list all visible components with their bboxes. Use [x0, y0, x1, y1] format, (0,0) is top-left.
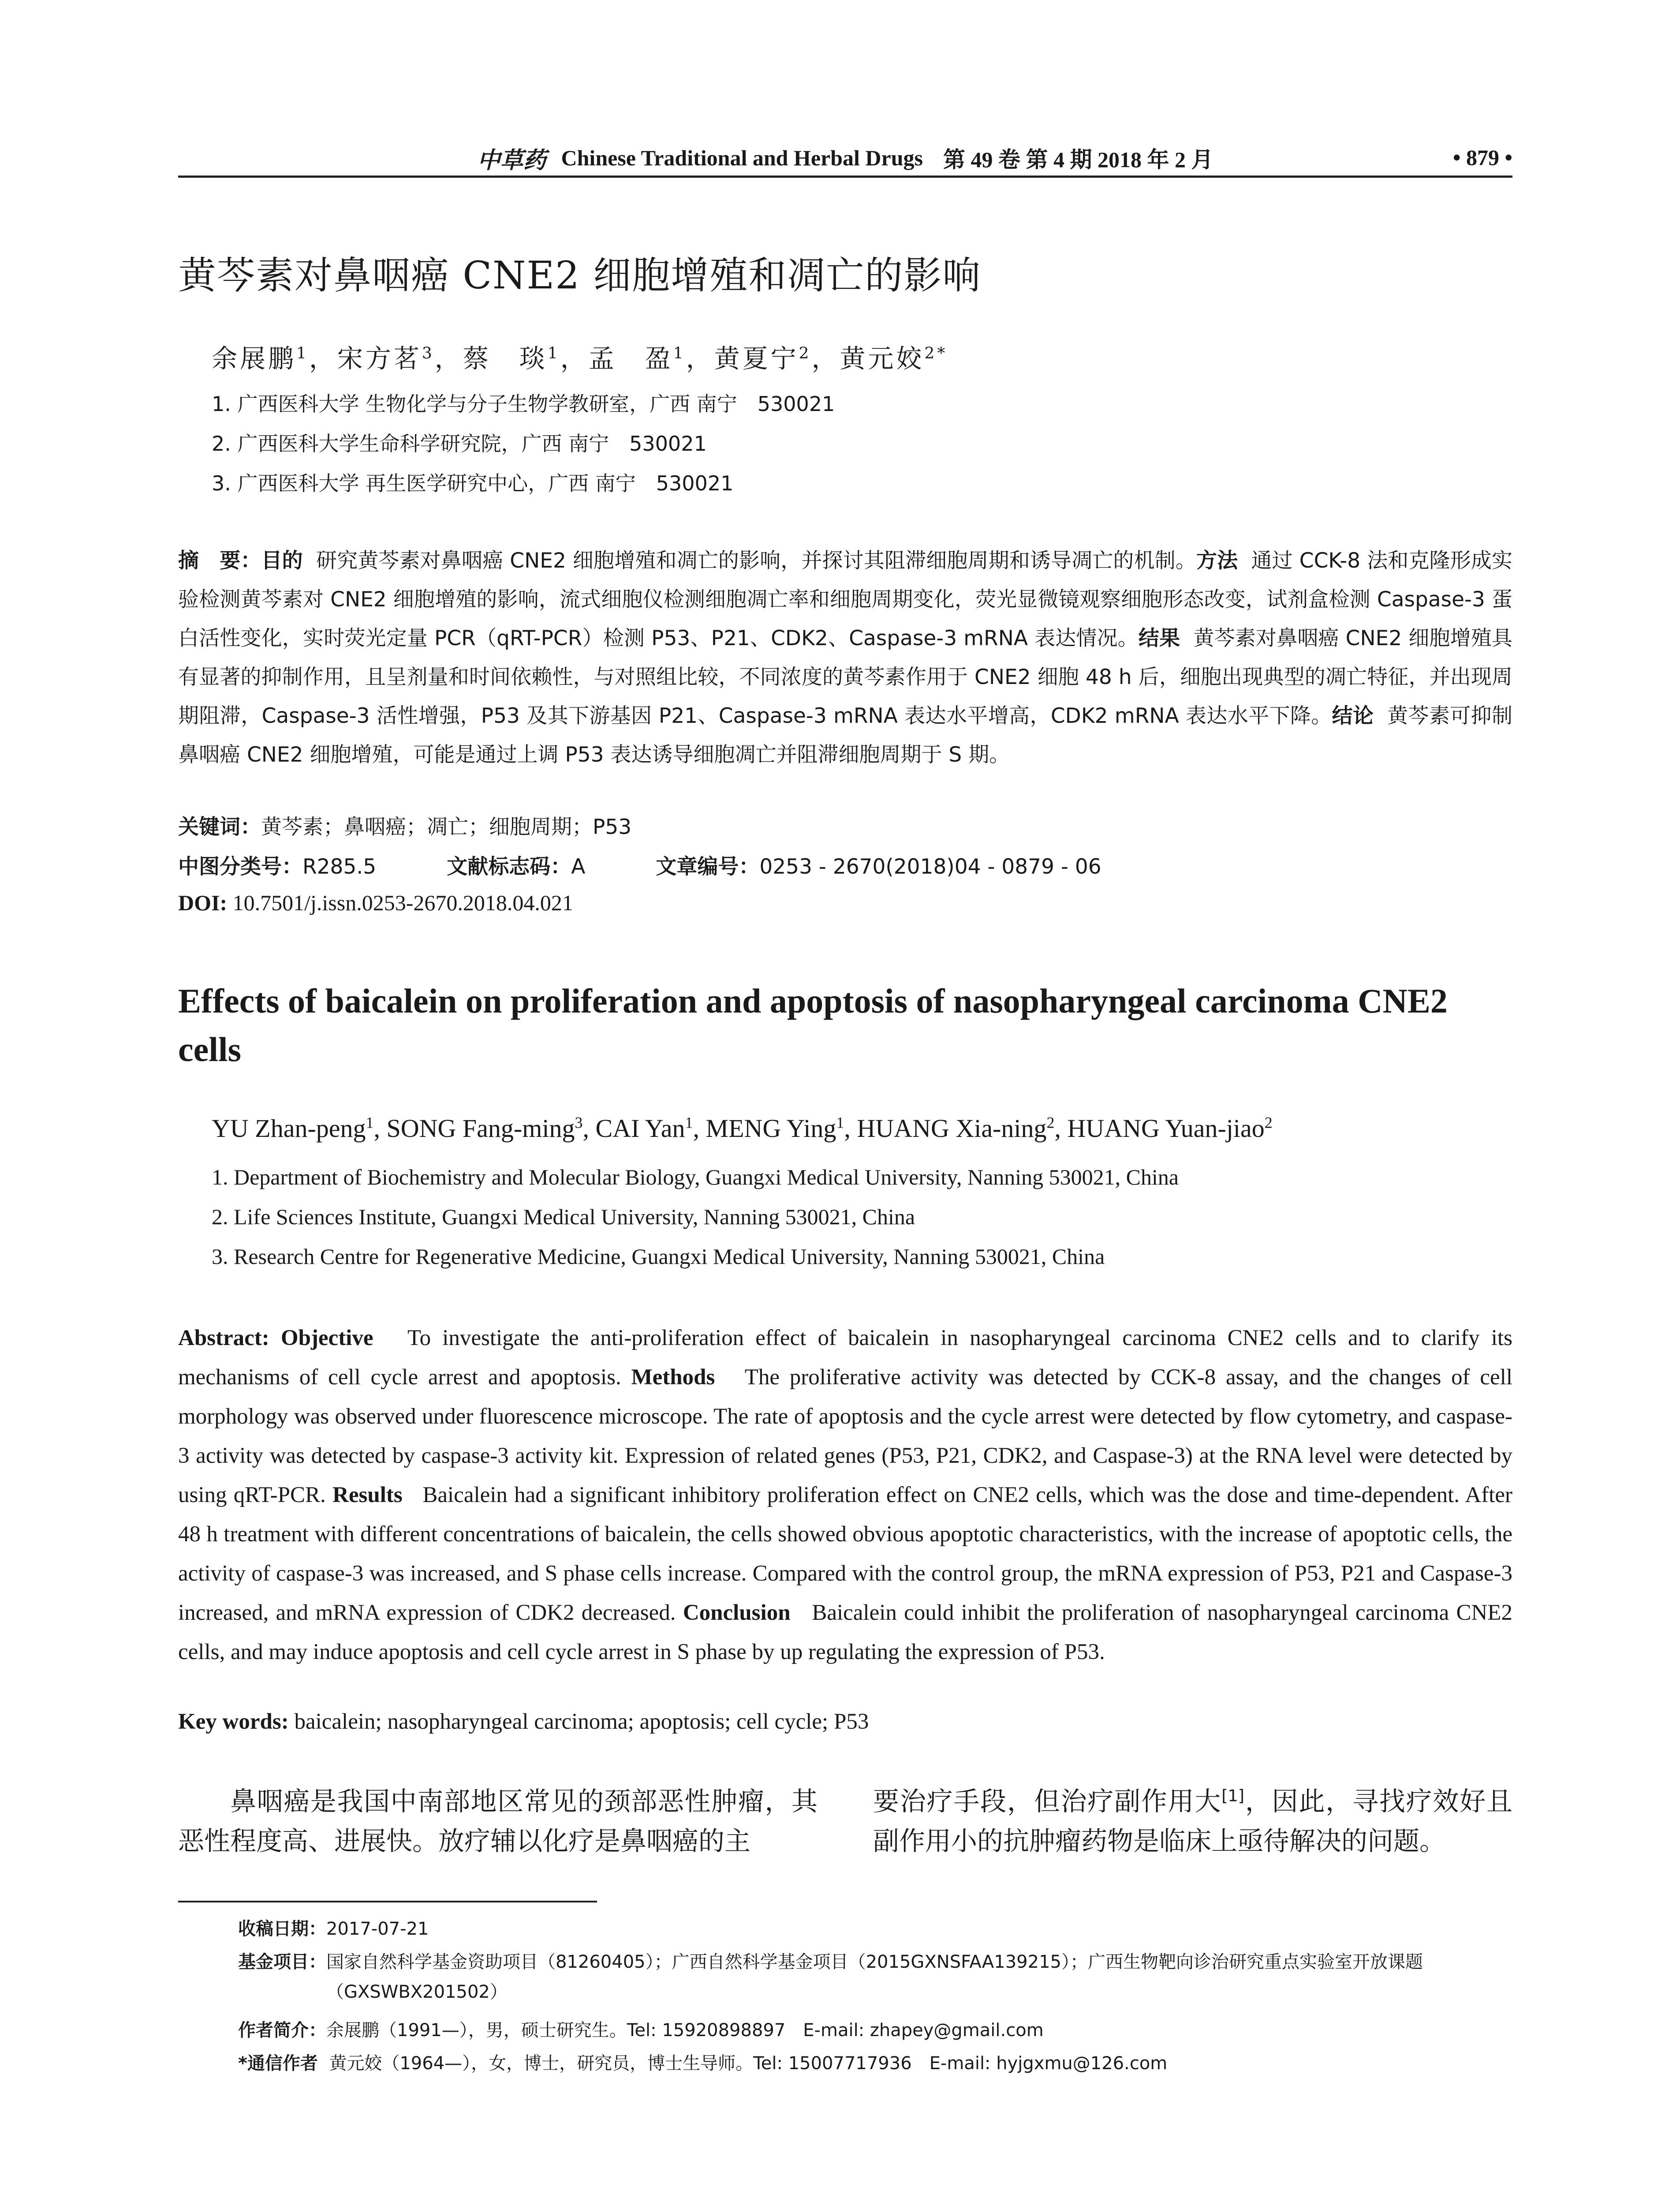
english-affiliation-3: 3. Research Centre for Regenerative Medicine, Guangxi Medical University, Nanning 530021, China	[212, 1244, 1105, 1269]
doi-label: DOI:	[178, 890, 228, 915]
author-affil-mark: 1	[685, 1114, 693, 1132]
objective-label: 目的	[261, 549, 303, 573]
methods-text: The proliferative activity was detected by CCK-8 assay, and the changes of cell morphology was observed under fluorescence microscope. The rate of apoptosis and the cycle arrest were detected by flow cytometry, and caspase-3 activity was detected by caspase-3 activity kit. Expression of related genes (P53, P21, CDK2, and Caspase-3) at the RNA level were detected by using qRT-PCR.	[178, 1365, 1512, 1507]
received-date: 2017-07-21	[326, 1919, 429, 1939]
author-affil-mark: 3	[575, 1114, 583, 1132]
author-name: HUANG Xia-ning	[857, 1114, 1047, 1143]
page-number: • 879 •	[1452, 145, 1512, 170]
doi-line	[178, 890, 573, 916]
methods-label: 方法	[1196, 549, 1238, 573]
fund-text: 国家自然科学基金资助项目（81260405）；广西自然科学基金项目（2015GXNSFAA139215）；广西生物靶向诊治研究重点实验室开放课题（GXSWBX201502）	[326, 1952, 1423, 2002]
author-affil-mark: 1	[673, 344, 686, 363]
chinese-title: 黄芩素对鼻咽癌 CNE2 细胞增殖和凋亡的影响	[178, 254, 982, 298]
methods-label: Methods	[631, 1365, 715, 1390]
objective-text: 研究黄芩素对鼻咽癌 CNE2 细胞增殖和凋亡的影响，并探讨其阻滞细胞周期和诱导凋亡的机制。	[316, 549, 1196, 573]
abstract-label: 摘 要：	[178, 549, 261, 573]
body-text-left-column: 鼻咽癌是我国中南部地区常见的颈部恶性肿瘤，其恶性程度高、进展快。放疗辅以化疗是鼻咽癌的主	[178, 1786, 818, 1856]
results-label: Results	[332, 1483, 403, 1507]
author-name: MENG Ying	[706, 1114, 836, 1143]
author-affil-mark: 2	[799, 344, 812, 363]
english-authors: YU Zhan-peng$^1$, SONG Fang-ming$^3$, CAI Yan$^1$, MENG Ying$^1$, HUANG Xia-ning$^2$, HUANG Yuan-jiao$^2$	[212, 1114, 1273, 1143]
author-name: YU Zhan-peng	[212, 1114, 366, 1143]
author-affil-mark: 1	[547, 344, 560, 363]
running-header	[178, 140, 1512, 176]
author-bio-text: 余展鹏（1991—），男，硕士研究生。Tel: 15920898897 E-mail: zhapey@gmail.com	[326, 2020, 1044, 2041]
author-name: 孟 盈	[588, 344, 673, 374]
author-affil-mark: 2*	[924, 344, 948, 363]
doc-code-value: A	[571, 855, 586, 879]
author-affil-mark: 2	[1264, 1114, 1273, 1132]
header-rule	[178, 176, 1512, 178]
results-text: 黄芩素对鼻咽癌 CNE2 细胞增殖具有显著的抑制作用，且呈剂量和时间依赖性，与对照组比较，不同浓度的黄芩素作用于 CNE2 细胞 48 h 后，细胞出现典型的凋亡特征，并出现周期阻滞，Caspase-3 活性增强，P53 及其下游基因 P21、Caspase-3 mRNA 表达水平增高，CDK2 mRNA 表达水平下降。	[178, 626, 1512, 728]
clc-label: 中图分类号：	[178, 855, 302, 879]
keywords-label: Key words:	[178, 1709, 289, 1734]
footnote-rule	[178, 1901, 597, 1902]
author-bio-label: 作者简介：	[238, 2020, 326, 2041]
objective-label: Objective	[280, 1326, 373, 1350]
keywords-label: 关键词：	[178, 815, 261, 839]
chinese-affiliation-1: 1. 广西医科大学 生物化学与分子生物学教研室，广西 南宁 530021	[212, 392, 835, 416]
results-text: Baicalein had a significant inhibitory proliferation effect on CNE2 cells, which was the dose and time-dependent. After 48 h treatment with different concentrations of baicalein, the cells showed obvious apoptotic characteristics, with the increase of apoptotic cells, the activity of caspase-3 was increased, and S phase cells increase. Compared with the control group, the mRNA expression of P53, P21 and Caspase-3 increased, and mRNA expression of CDK2 decreased.	[178, 1483, 1512, 1625]
chinese-abstract	[178, 542, 1512, 774]
received-label: 收稿日期：	[238, 1919, 326, 1939]
chinese-affiliation-2: 2. 广西医科大学生命科学研究院，广西 南宁 530021	[212, 432, 707, 456]
footnote-corresponding	[238, 2048, 1512, 2078]
author-affil-mark: 1	[836, 1114, 844, 1132]
reference-mark: [1]	[1221, 1786, 1245, 1805]
journal-name: Chinese Traditional and Herbal Drugs	[561, 146, 923, 170]
author-name: SONG Fang-ming	[386, 1114, 575, 1143]
objective-text: To investigate the anti-proliferation effect of baicalein in nasopharyngeal carcinoma CNE2 cells and to clarify its mechanisms of cell cycle arrest and apoptosis.	[178, 1326, 1512, 1390]
chinese-keywords	[178, 811, 631, 840]
abstract-label: Abstract:	[178, 1326, 269, 1350]
author-name: HUANG Yuan-jiao	[1067, 1114, 1265, 1143]
corresponding-label: *通信作者	[238, 2053, 318, 2074]
keywords-text: 黄芩素；鼻咽癌；凋亡；细胞周期；P53	[261, 815, 632, 839]
conclusion-text: 黄芩素可抑制鼻咽癌 CNE2 细胞增殖，可能是通过上调 P53 表达诱导细胞凋亡并阻滞细胞周期于 S 期。	[178, 704, 1513, 767]
clc-value: R285.5	[302, 855, 377, 879]
english-affiliation-1: 1. Department of Biochemistry and Molecular Biology, Guangxi Medical University, Nanning 530021, China	[212, 1165, 1179, 1189]
author-affil-mark: 3	[422, 344, 435, 363]
doc-code-label: 文献标志码：	[447, 855, 571, 879]
fund-label: 基金项目：	[238, 1952, 326, 1972]
chinese-authors: 余展鹏$^1$，宋方茗$^3$，蔡 琰$^1$，孟 盈$^1$，黄夏宁$^2$，黄元姣$^{2*}$	[212, 344, 948, 374]
conclusion-text: Baicalein could inhibit the proliferation of nasopharyngeal carcinoma CNE2 cells, and may induce apoptosis and cell cycle arrest in S phase by up regulating the expression of P53.	[178, 1600, 1513, 1664]
keywords-text: baicalein; nasopharyngeal carcinoma; apoptosis; cell cycle; P53	[294, 1709, 869, 1734]
author-name: CAI Yan	[595, 1114, 685, 1143]
footnote-author	[238, 2015, 1512, 2045]
author-name: 黄元姣	[840, 344, 925, 374]
footnote-fund	[238, 1947, 1512, 2007]
author-affil-mark: 1	[296, 344, 309, 363]
conclusion-label: 结论	[1332, 704, 1374, 728]
footnote-received	[238, 1914, 1512, 1944]
english-abstract	[178, 1319, 1512, 1672]
article-no-label: 文章编号：	[656, 855, 760, 879]
author-name: 黄夏宁	[714, 344, 799, 374]
methods-text: 通过 CCK-8 法和克隆形成实验检测黄芩素对 CNE2 细胞增殖的影响，流式细胞仪检测细胞凋亡率和细胞周期变化，荧光显微镜观察细胞形态改变，试剂盒检测 Caspase-3 蛋白活性变化，实时荧光定量 PCR（qRT-PCR）检测 P53、P21、CDK2、Caspase-3 mRNA 表达情况。	[178, 549, 1513, 650]
classification-line	[178, 850, 1101, 880]
author-name: 余展鹏	[212, 344, 297, 374]
english-keywords	[178, 1709, 869, 1734]
body-text-right-column	[873, 1782, 1512, 1861]
journal-logo: 中草药	[477, 146, 546, 174]
author-affil-mark: 1	[366, 1114, 374, 1132]
chinese-affiliation-3: 3. 广西医科大学 再生医学研究中心，广西 南宁 530021	[212, 471, 734, 495]
author-name: 宋方茗	[337, 344, 422, 374]
body-text: ，因此，寻找疗效好且副作用小的抗肿瘤药物是临床上亟待解决的问题。	[873, 1786, 1512, 1856]
results-label: 结果	[1138, 626, 1180, 650]
conclusion-label: Conclusion	[683, 1600, 791, 1625]
article-no-value: 0253 - 2670(2018)04 - 0879 - 06	[759, 855, 1101, 879]
author-name: 蔡 琰	[463, 344, 548, 374]
author-affil-mark: 2	[1046, 1114, 1055, 1132]
english-affiliation-2: 2. Life Sciences Institute, Guangxi Medical University, Nanning 530021, China	[212, 1204, 915, 1229]
corresponding-text: 黄元姣（1964—），女，博士，研究员，博士生导师。Tel: 15007717936 E-mail: hyjgxmu@126.com	[329, 2053, 1168, 2074]
doi-value: 10.7501/j.issn.0253-2670.2018.04.021	[232, 890, 573, 915]
body-text: 要治疗手段，但治疗副作用大	[873, 1786, 1222, 1816]
issue-info: 第 49 卷 第 4 期 2018 年 2 月	[943, 147, 1213, 172]
english-title: Effects of baicalein on proliferation and apoptosis of nasopharyngeal carcinoma CNE2 cells	[178, 982, 1448, 1069]
